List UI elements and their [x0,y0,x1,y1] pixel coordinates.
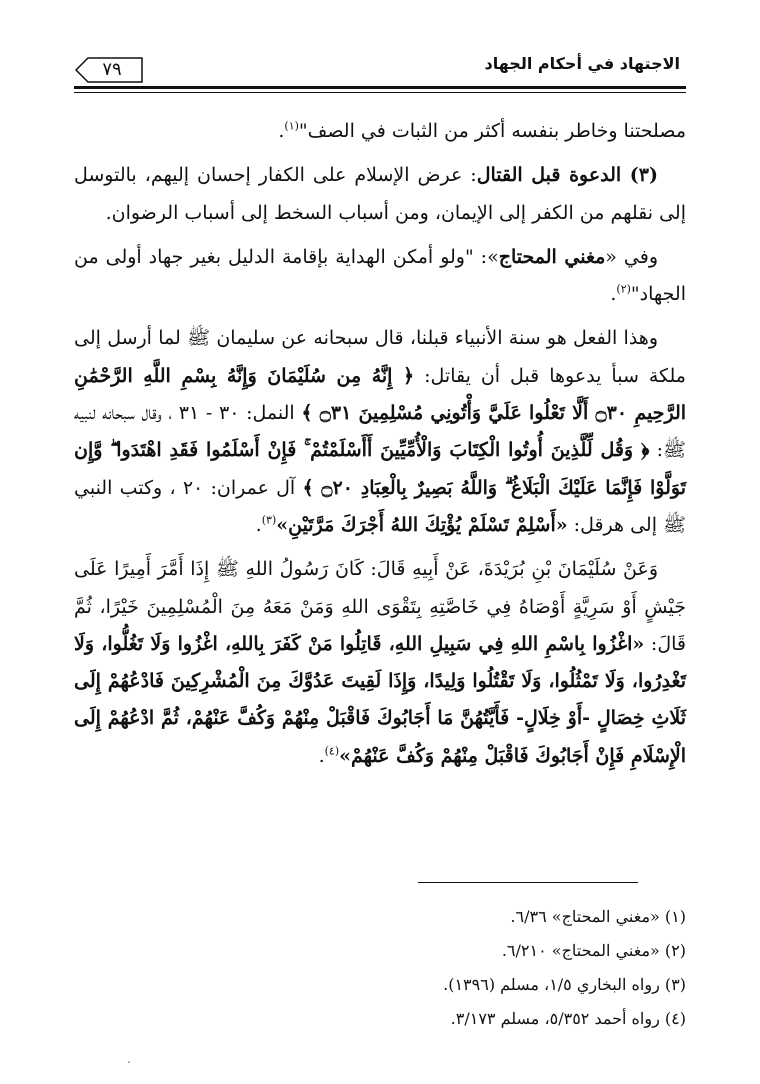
footnote-1: (١) «مغني المحتاج» ٦/٣٦. [510,907,686,926]
paragraph-3: وفي «مغني المحتاج»: "ولو أمكن الهداية بإقامة الدليل بغير جهاد أولى من الجهاد"$^{(٢)}$. [74,245,686,306]
section-heading: (٣) الدعوة قبل القتال [476,164,658,187]
scan-speck: . [127,1052,131,1066]
footnote-3: (٣) رواه البخاري ١/٥، مسلم (١٣٩٦). [443,975,686,994]
paragraph-4: وهذا الفعل هو سنة الأنبياء قبلنا، قال سبحانه عن سليمان ﷺ لما أرسل إلى ملكة سبأ يدعوها قبل أن يقاتل: ﴿ إِنَّهُ مِن سُلَيْمَانَ وَإِنَّهُ بِسْمِ اللَّهِ الرَّحْمَٰنِ الرَّحِيمِ ۝٣٠ أَلَّا تَعْلُوا عَلَيَّ وَأْتُونِي مُسْلِمِينَ ۝٣١ ﴾ النمل: ٣٠ - ٣١ ، وقال سبحانه لنبيه ﷺ: ﴿ وَقُل لِّلَّذِينَ أُوتُوا الْكِتَابَ وَالْأُمِّيِّينَ أَأَسْلَمْتُمْ ۚ فَإِنْ أَسْلَمُوا فَقَدِ اهْتَدَوا ۖ وَّإِن تَوَلَّوْا فَإِنَّمَا عَلَيْكَ الْبَلَاغُ ۗ وَاللَّهُ بَصِيرٌ بِالْعِبَادِ ۝٢٠ ﴾ آل عمران: ٢٠ ، وكتب النبي ﷺ إلى هرقل: «أَسْلِمْ تَسْلَمْ يُؤْتِكَ اللهُ أَجْرَكَ مَرَّتَيْنِ»$^{(٣)}$. [74,327,687,536]
page-number: ٧٩ [102,59,122,80]
paragraph-1: مصلحتنا وخاطر بنفسه أكثر من الثبات في الصف"$^{(١)}$. [278,119,686,142]
running-head [74,50,686,96]
source-title: مغني المحتاج [498,245,606,268]
footnote-ref-3: (٣) [261,513,277,527]
footnote-ref-4: (٤) [324,744,340,758]
quran-verse-imran: ﴿ وَقُل لِّلَّذِينَ أُوتُوا الْكِتَابَ وَالْأُمِّيِّينَ أَأَسْلَمْتُمْ ۚ فَإِنْ أَسْلَمُوا فَقَدِ اهْتَدَوا ۖ وَّإِن تَوَلَّوْا فَإِنَّمَا عَلَيْكَ الْبَلَاغُ ۗ وَاللَّهُ بَصِيرٌ بِالْعِبَادِ ۝٢٠ ﴾ [74,439,687,499]
quran-verse-naml: ﴿ إِنَّهُ مِن سُلَيْمَانَ وَإِنَّهُ بِسْمِ اللَّهِ الرَّحْمَٰنِ الرَّحِيمِ ۝٣٠ أَلَّا تَعْلُوا عَلَيَّ وَأْتُونِي مُسْلِمِينَ ۝٣١ ﴾ [74,364,687,425]
hadith-quote-heraclius: «أَسْلِمْ تَسْلَمْ يُؤْتِكَ اللهُ أَجْرَكَ مَرَّتَيْنِ» [276,513,568,536]
body-text [74,113,686,775]
header-rule-thin [74,92,686,93]
page-number-badge [74,56,144,84]
footnote-ref-1: (١) [284,119,299,133]
paragraph-5: وَعَنْ سُلَيْمَانَ بْنِ بُرَيْدَةَ، عَنْ أَبِيهِ قَالَ: كَانَ رَسُولُ اللهِ ﷺ إِذَا أَمَّرَ أَمِيرًا عَلَى جَيْشٍ أَوْ سَرِيَّةٍ أَوْصَاهُ فِي خَاصَّتِهِ بِتَقْوَى اللهِ وَمَنْ مَعَهُ مِنَ الْمُسْلِمِينَ خَيْرًا، ثُمَّ قَالَ: «اغْزُوا بِاسْمِ اللهِ فِي سَبِيلِ اللهِ، قَاتِلُوا مَنْ كَفَرَ بِاللهِ، اغْزُوا وَلَا تَغُلُّوا، وَلَا تَغْدِرُوا، وَلَا تَمْثُلُوا، وَلَا تَقْتُلُوا وَلِيدًا، وَإِذَا لَقِيتَ عَدُوَّكَ مِنَ الْمُشْرِكِينَ فَادْعُهُمْ إِلَى ثَلَاثِ خِصَالٍ -أَوْ خِلَالٍ- فَأَيَّتُهُنَّ مَا أَجَابُوكَ فَاقْبَلْ مِنْهُمْ وَكُفَّ عَنْهُمْ، ثُمَّ ادْعُهُمْ إِلَى الْإِسْلَامِ فَإِنْ أَجَابُوكَ فَاقْبَلْ مِنْهُمْ وَكُفَّ عَنْهُمْ»$^{(٤)}$. [74,558,686,767]
footnote-ref-2: (٢) [616,282,631,296]
paragraph-2: (٣) الدعوة قبل القتال: عرض الإسلام على الكفار إحسان إليهم، بالتوسل إلى نقلهم من الكفر إلى الإيمان، ومن أسباب السخط إلى أسباب الرضوان. [74,164,686,224]
footnotes [126,900,686,1036]
header-rule-thick [74,86,686,89]
footnote-separator [418,882,638,883]
footnote-4: (٤) رواه أحمد ٥/٣٥٢، مسلم ٣/١٧٣. [450,1009,686,1028]
hadith-quote-buraydah: «اغْزُوا بِاسْمِ اللهِ فِي سَبِيلِ اللهِ، قَاتِلُوا مَنْ كَفَرَ بِاللهِ، اغْزُوا وَلَا تَغُلُّوا، وَلَا تَغْدِرُوا، وَلَا تَمْثُلُوا، وَلَا تَقْتُلُوا وَلِيدًا، وَإِذَا لَقِيتَ عَدُوَّكَ مِنَ الْمُشْرِكِينَ فَادْعُهُمْ إِلَى ثَلَاثِ خِصَالٍ -أَوْ خِلَالٍ- فَأَيَّتُهُنَّ مَا أَجَابُوكَ فَاقْبَلْ مِنْهُمْ وَكُفَّ عَنْهُمْ، ثُمَّ ادْعُهُمْ إِلَى الْإِسْلَامِ فَإِنْ أَجَابُوكَ فَاقْبَلْ مِنْهُمْ وَكُفَّ عَنْهُمْ» [74,632,686,767]
running-title: الاجتهاد في أحكام الجهاد [484,54,680,73]
footnote-2: (٢) «مغني المحتاج» ٦/٢١٠. [501,941,686,960]
